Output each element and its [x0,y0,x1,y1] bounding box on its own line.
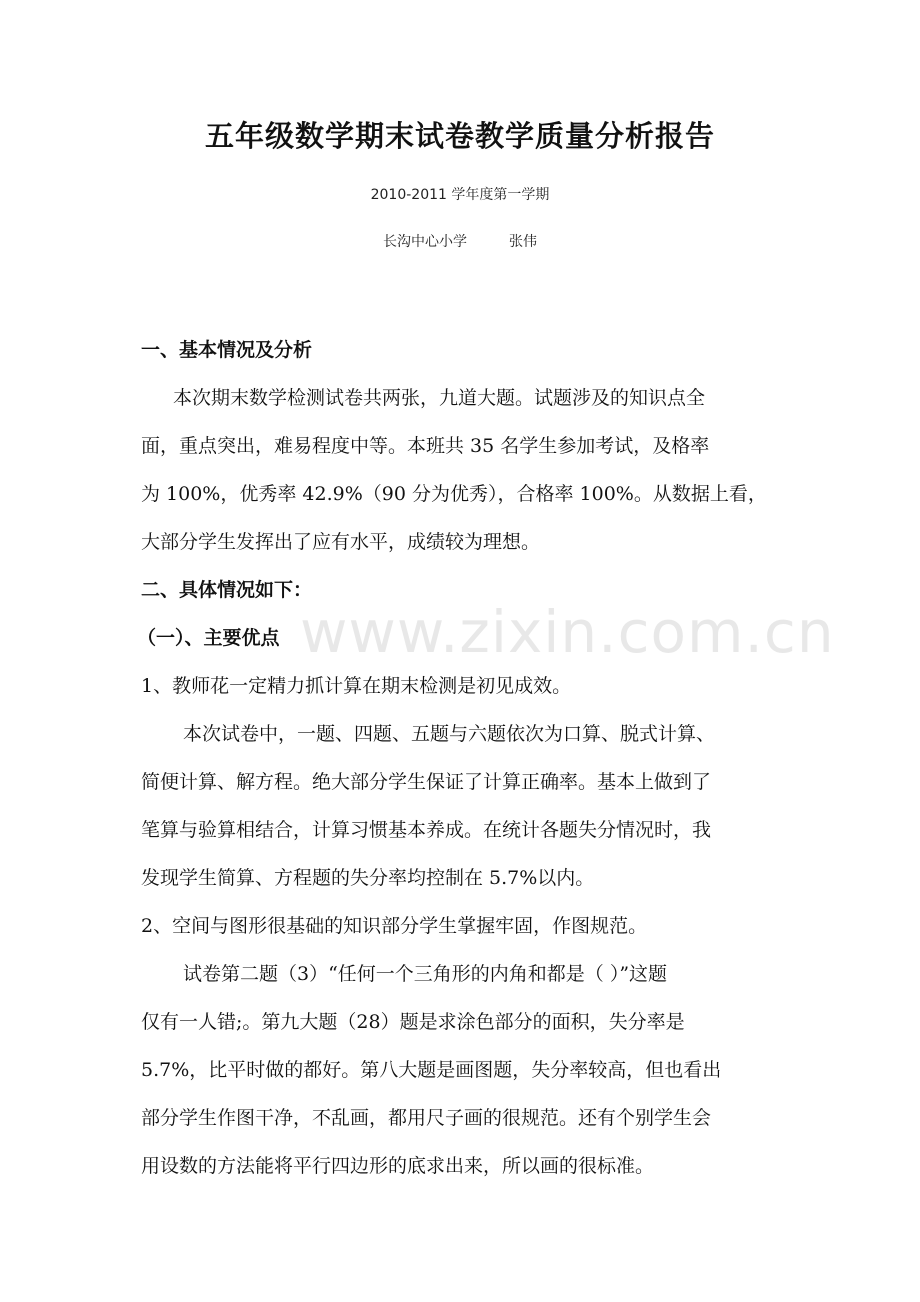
paragraph-line: 本次期末数学检测试卷共两张，九道大题。试题涉及的知识点全 [173,387,706,409]
paragraph-line: 仅有一人错;。第九大题（28）题是求涂色部分的面积，失分率是 [141,1011,685,1033]
paragraph-line: 大部分学生发挥出了应有水平，成绩较为理想。 [141,531,541,553]
section-heading-basic: 一、基本情况及分析 [141,339,313,361]
section-heading-details: 二、具体情况如下： [141,579,313,601]
point-heading: 1、教师花一定精力抓计算在期末检测是初见成效。 [141,675,572,697]
author-name: 张伟 [509,234,537,250]
paragraph-line: 发现学生简算、方程题的失分率均控制在 5.7%以内。 [141,867,595,889]
paragraph-line: 试卷第二题（3）“任何一个三角形的内角和都是（ ）”这题 [183,963,668,985]
paragraph-line: 用设数的方法能将平行四边形的底求出来，所以画的很标准。 [141,1155,655,1177]
point-heading: 2、空间与图形很基础的知识部分学生掌握牢固，作图规范。 [141,915,648,937]
paragraph-line: 5.7%，比平时做的都好。第八大题是画图题，失分率较高，但也看出 [141,1059,722,1081]
school-name: 长沟中心小学 [383,234,467,250]
paragraph-line: 部分学生作图干净，不乱画，都用尺子画的很规范。还有个别学生会 [141,1107,712,1129]
sub-heading-strengths: （一）、主要优点 [137,627,280,649]
paragraph-line: 本次试卷中，一题、四题、五题与六题依次为口算、脱式计算、 [183,723,716,745]
report-body [137,326,783,1190]
paragraph-line: 笔算与验算相结合，计算习惯基本养成。在统计各题失分情况时，我 [141,819,712,841]
site-watermark: www.zixin.com.cn [300,598,835,666]
author-line [0,231,920,251]
paragraph-line: 面，重点突出，难易程度中等。本班共 35 名学生参加考试，及格率 [141,435,710,457]
term-subtitle: 2010-2011 学年度第一学期 [370,187,550,203]
paragraph-line: 为 100%，优秀率 42.9%（90 分为优秀），合格率 100%。从数据上看， [141,483,767,505]
document-title: 五年级数学期末试卷教学质量分析报告 [204,119,715,153]
paragraph-line: 简便计算、解方程。绝大部分学生保证了计算正确率。基本上做到了 [141,771,712,793]
